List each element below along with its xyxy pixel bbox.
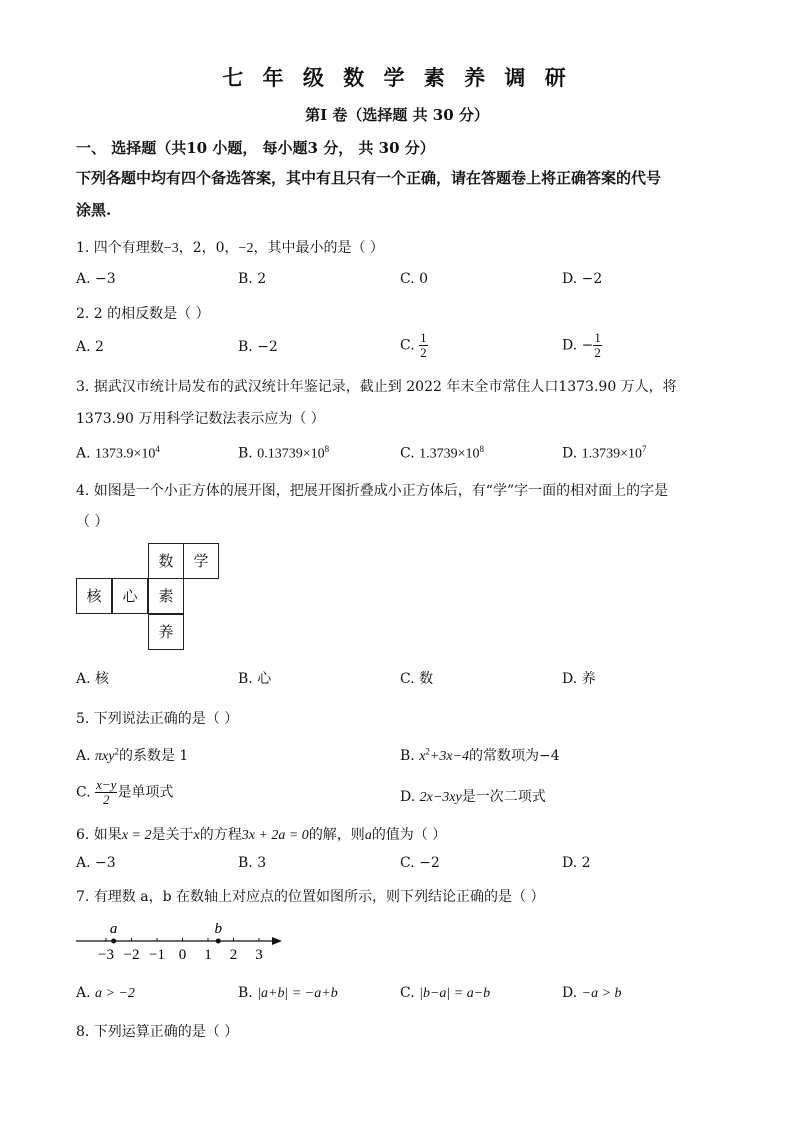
q7-option-a[interactable] bbox=[76, 985, 135, 1002]
q5-c-num: x−y bbox=[96, 777, 117, 792]
q6-option-a[interactable]: A. −3 bbox=[76, 855, 116, 871]
point-a bbox=[111, 939, 116, 944]
q7-option-d[interactable] bbox=[562, 985, 622, 1002]
q5-b-x: x bbox=[419, 749, 426, 764]
q6-eq: 3x + 2a = 0 bbox=[241, 828, 309, 843]
q3-a-exp: 4 bbox=[155, 444, 160, 454]
q1-post: ，其中最小的是（ ） bbox=[253, 240, 384, 256]
q7-option-c[interactable] bbox=[400, 985, 490, 1002]
question-5: 5. 下列说法正确的是（ ） bbox=[76, 711, 239, 727]
question-2: 2. 2 的相反数是（ ） bbox=[76, 306, 210, 322]
q4-option-b[interactable]: B. 心 bbox=[238, 671, 272, 687]
q6-mid: 是关于 bbox=[151, 827, 194, 843]
q1-pre: 1. 四个有理数 bbox=[76, 240, 164, 256]
q7-a-label: A. bbox=[76, 985, 91, 1001]
q2-option-c[interactable] bbox=[400, 331, 428, 360]
q7-a-expr: a > −2 bbox=[95, 986, 135, 1001]
q3-option-c[interactable] bbox=[400, 444, 484, 463]
q7-d-expr: −a > b bbox=[581, 986, 622, 1001]
q2-c-label: C. bbox=[400, 337, 415, 354]
q2-c-num: 1 bbox=[420, 330, 427, 345]
q3-d-exp: 7 bbox=[642, 444, 647, 454]
question-8: 8. 下列运算正确的是（ ） bbox=[76, 1024, 239, 1040]
q6-cond: x = 2 bbox=[121, 828, 152, 843]
q1-n1: −3 bbox=[163, 241, 179, 256]
q4-option-d[interactable]: D. 养 bbox=[562, 671, 596, 687]
section-heading: 一、 选择题（共10 小题， 每小题3 分， 共 30 分） bbox=[76, 139, 435, 157]
q3-c-label: C. bbox=[400, 445, 415, 462]
section-subtitle: 第Ⅰ 卷（选择题 共 30 分） bbox=[305, 106, 489, 124]
q2-option-a[interactable]: A. 2 bbox=[76, 339, 104, 355]
q1-option-a[interactable]: A. −3 bbox=[76, 271, 116, 287]
q3-option-d[interactable] bbox=[562, 444, 647, 463]
q5-option-c[interactable] bbox=[76, 778, 173, 807]
point-b bbox=[216, 939, 221, 944]
q5-a-expr: πxy bbox=[95, 749, 115, 764]
q7-d-label: D. bbox=[562, 985, 578, 1001]
q6-pre: 6. 如果 bbox=[76, 827, 122, 843]
question-4-line-1: 4. 如图是一个小正方体的展开图，把展开图折叠成小正方体后，有“学”字一面的相对面上的字是 bbox=[76, 483, 669, 499]
net-cell-xue: 学 bbox=[183, 543, 219, 579]
q7-b-label: B. bbox=[238, 985, 253, 1001]
q5-a-exp: 2 bbox=[114, 746, 119, 757]
q3-a-base: 1373.9×10 bbox=[95, 446, 156, 462]
q7-option-b[interactable] bbox=[238, 985, 338, 1002]
q3-b-base: 0.13739×10 bbox=[257, 446, 325, 462]
q2-d-fraction bbox=[593, 331, 602, 360]
q3-c-base: 1.3739×10 bbox=[419, 446, 480, 462]
instruction-line-1: 下列各题中均有四个备选答案，其中有且只有一个正确，请在答题卷上将正确答案的代号 bbox=[76, 169, 662, 187]
q3-b-exp: 8 bbox=[324, 444, 330, 454]
tick-label: 3 bbox=[255, 947, 263, 963]
q4-option-c[interactable]: C. 数 bbox=[400, 671, 434, 687]
q2-d-label: D. − bbox=[562, 337, 594, 354]
q6-option-b[interactable]: B. 3 bbox=[238, 855, 267, 871]
q1-n2: −2 bbox=[238, 241, 254, 256]
q7-b-expr: |a+b| = −a+b bbox=[257, 986, 338, 1001]
page-title: 七 年 级 数 学 素 养 调 研 bbox=[222, 65, 572, 90]
q5-option-b[interactable] bbox=[400, 745, 560, 765]
q6-post: 的值为（ ） bbox=[371, 827, 447, 843]
question-1 bbox=[76, 237, 384, 257]
q5-c-text: 是单项式 bbox=[117, 784, 174, 801]
number-line-tick-labels bbox=[98, 947, 263, 963]
q5-option-d[interactable] bbox=[400, 786, 546, 806]
q3-option-a[interactable] bbox=[76, 444, 160, 463]
q2-c-fraction bbox=[419, 331, 428, 360]
q5-b-rest: +3x−4 bbox=[429, 749, 470, 764]
q5-a-text: 的系数是 1 bbox=[118, 748, 189, 764]
q3-d-label: D. bbox=[562, 445, 578, 462]
tick-label: −3 bbox=[98, 947, 114, 963]
question-6 bbox=[76, 824, 446, 844]
net-cell-xin: 心 bbox=[112, 578, 148, 614]
q2-d-num: 1 bbox=[594, 330, 601, 345]
q3-option-b[interactable] bbox=[238, 444, 329, 463]
net-cell-he: 核 bbox=[76, 578, 112, 614]
q2-d-den: 2 bbox=[594, 345, 601, 360]
q5-b-exp: 2 bbox=[425, 746, 430, 757]
q2-c-den: 2 bbox=[420, 345, 427, 360]
q1-option-c[interactable]: C. 0 bbox=[400, 271, 429, 287]
question-3-line-1: 3. 据武汉市统计局发布的武汉统计年鉴记录，截止到 2022 年末全市常住人口1373.90 万人，将 bbox=[76, 379, 677, 395]
q4-option-a[interactable]: A. 核 bbox=[76, 671, 110, 687]
q6-mid3: 的解，则 bbox=[308, 827, 365, 843]
q7-c-expr: |b−a| = a−b bbox=[419, 986, 491, 1001]
q1-sep: ，2，0， bbox=[178, 240, 239, 256]
q5-d-label: D. bbox=[400, 789, 416, 805]
q6-var: x bbox=[193, 828, 200, 843]
q3-a-label: A. bbox=[76, 445, 91, 462]
tick-label: 2 bbox=[229, 947, 238, 963]
net-cell-yang: 养 bbox=[148, 614, 184, 650]
q5-b-text: 的常数项为−4 bbox=[469, 748, 560, 764]
q2-option-d[interactable] bbox=[562, 331, 602, 360]
q6-option-d[interactable]: D. 2 bbox=[562, 855, 591, 871]
tick-label: −1 bbox=[149, 947, 165, 963]
label-b: b bbox=[214, 921, 222, 937]
number-line-figure bbox=[70, 912, 290, 968]
q7-c-label: C. bbox=[400, 985, 415, 1001]
q5-b-label: B. bbox=[400, 748, 415, 764]
instruction-line-2: 涂黑. bbox=[76, 201, 112, 219]
q5-d-text: 是一次二项式 bbox=[461, 789, 546, 805]
q2-option-b[interactable]: B. −2 bbox=[238, 339, 278, 355]
question-4-line-2: （ ） bbox=[76, 514, 109, 530]
q5-option-a[interactable] bbox=[76, 745, 188, 765]
question-7: 7. 有理数 a，b 在数轴上对应点的位置如图所示，则下列结论正确的是（ ） bbox=[76, 889, 545, 905]
net-cell-shu: 数 bbox=[148, 543, 184, 579]
q1-option-b[interactable]: B. 2 bbox=[238, 271, 267, 287]
q5-c-label: C. bbox=[76, 784, 91, 801]
label-a: a bbox=[109, 921, 118, 937]
number-line-arrow bbox=[272, 937, 282, 945]
q5-d-expr: 2x−3xy bbox=[419, 790, 462, 805]
question-3-line-2: 1373.90 万用科学记数法表示应为（ ） bbox=[76, 411, 325, 427]
q5-a-label: A. bbox=[76, 748, 91, 764]
tick-label: −2 bbox=[123, 947, 140, 963]
cube-net-figure bbox=[76, 543, 222, 651]
q6-mid2: 的方程 bbox=[199, 827, 242, 843]
net-cell-su: 素 bbox=[148, 578, 184, 614]
q6-option-c[interactable]: C. −2 bbox=[400, 855, 440, 871]
q3-d-base: 1.3739×10 bbox=[581, 446, 643, 462]
q1-option-d[interactable]: D. −2 bbox=[562, 271, 603, 287]
q5-c-fraction bbox=[95, 778, 117, 807]
tick-label: 1 bbox=[204, 947, 212, 963]
q5-c-den: 2 bbox=[103, 792, 110, 807]
tick-label: 0 bbox=[178, 947, 187, 963]
q6-a: a bbox=[364, 828, 372, 843]
q3-c-exp: 8 bbox=[479, 444, 485, 454]
q3-b-label: B. bbox=[238, 445, 253, 462]
